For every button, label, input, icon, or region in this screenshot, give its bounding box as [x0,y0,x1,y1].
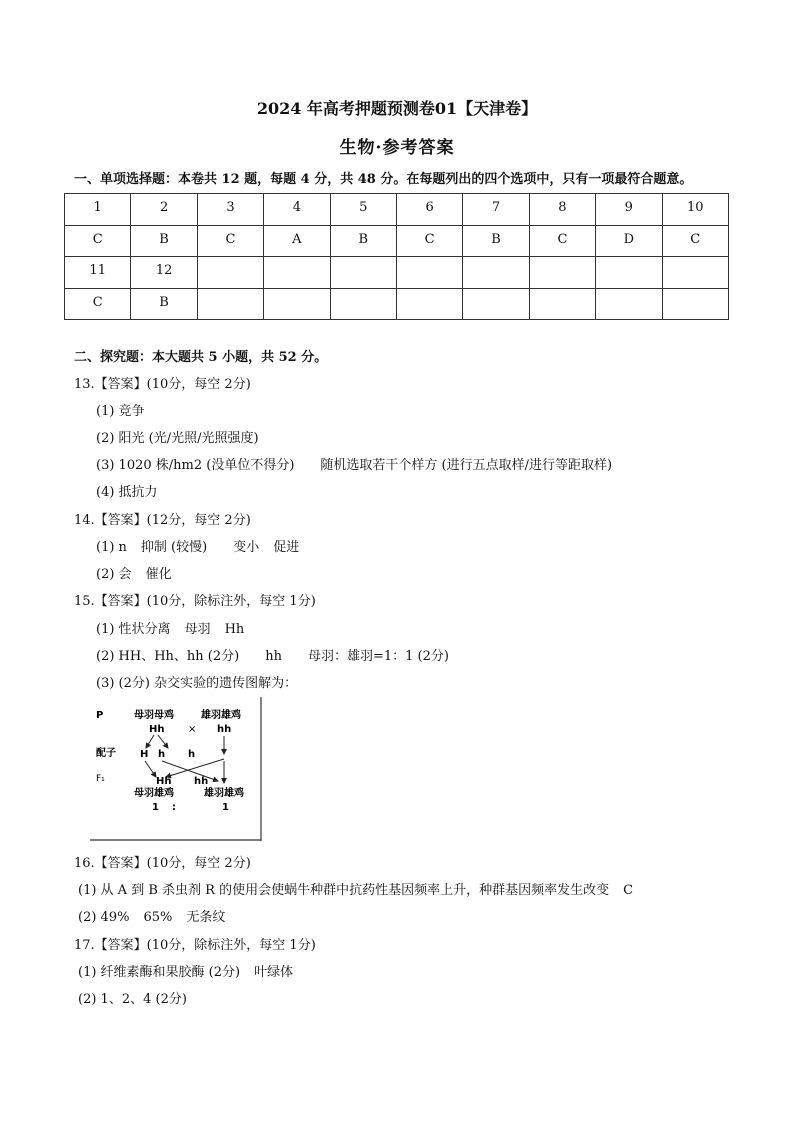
answer-table-cell: B [463,225,529,257]
offspring-1-genotype: Hh [156,776,172,787]
q14-answer-1 [96,536,299,555]
parent1-genotype: Hh [149,724,165,735]
q15-a2a: (2) HH、Hh、hh (2分) [96,649,240,664]
q14-heading: 14.【答案】(12分，每空 2分) [74,513,251,528]
parent1-phenotype: 母羽母鸡 [134,710,174,721]
q13-answer-1: (1) 竞争 [96,404,145,419]
q14-a1d: 促进 [273,540,300,555]
q16-a1a: (1) 从 A 到 B 杀虫剂 R 的使用会使蜗牛种群中抗药性基因频率上升，种群基因频率发生改变 [78,883,610,898]
q14-a1a: (1) n [96,540,127,555]
arrow-p1-h2 [158,735,168,748]
offspring-1-phenotype: 母羽雄鸡 [134,788,174,799]
q15-answer-1 [96,618,244,637]
gamete-2: h [158,749,166,760]
answer-table-cell [396,257,462,289]
q17-a1b: 叶绿体 [254,965,294,980]
answer-table-cell: 4 [264,194,330,226]
parent2-phenotype: 雄羽雄鸡 [201,710,241,721]
gamete-3: h [188,749,196,760]
ratio-2: 1 [222,802,229,813]
answer-table-cell [264,288,330,320]
q15-answer-3: (3) (2分) 杂交实验的遗传图解为： [96,676,298,691]
answer-table-cell [662,257,728,289]
q14-answer-2 [96,563,172,582]
answer-table-row [65,225,729,257]
answer-table-cell: A [264,225,330,257]
q17-answer-2: (2) 1、2、4 (2分) [78,992,187,1007]
arrow-g1-off1 [145,761,156,777]
answer-table-cell: 8 [529,194,595,226]
answer-table-cell [197,257,263,289]
q16-answer-1 [78,879,633,898]
q15-a2b: hh [265,649,282,664]
ratio-1: 1 [152,802,159,813]
answer-table-cell: C [662,225,728,257]
answer-table-cell: B [330,225,396,257]
q17-heading: 17.【答案】(10分，除标注外，每空 1分) [74,938,316,953]
answer-table-cell: C [65,288,131,320]
p-label: P [96,710,104,721]
answer-table-cell: 2 [131,194,197,226]
q13-answer-4: (4) 抵抗力 [96,485,158,500]
answer-table-cell: D [596,225,662,257]
answer-table-cell [529,288,595,320]
q17-a1a: (1) 纤维素酶和果胶酶 (2分) [78,965,241,980]
arrow-g3-off1 [166,759,224,777]
genetic-cross-diagram [90,697,262,841]
q13-heading: 13.【答案】(10分，每空 2分) [74,377,251,392]
answer-table-cell: 9 [596,194,662,226]
answer-table-cell: 12 [131,257,197,289]
q16-a2c: 无条纹 [186,910,226,925]
answer-table-cell: 11 [65,257,131,289]
answer-table-cell: 10 [662,194,728,226]
q15-answer-2 [96,645,449,664]
q15-a1b: 母羽 [184,622,211,637]
q17-answer-1 [78,961,293,980]
answer-table [64,193,729,320]
answer-table-cell: C [197,225,263,257]
arrow-p1-h [146,735,154,748]
answer-table-cell [662,288,728,320]
answer-table-cell [264,257,330,289]
answer-table-cell [596,288,662,320]
answer-table-cell: B [131,225,197,257]
answer-table-cell: C [396,225,462,257]
page-subtitle: 生物·参考答案 [339,138,455,158]
q15-heading: 15.【答案】(10分，除标注外，每空 1分) [74,594,316,609]
gamete-label: 配子 [96,748,116,759]
answer-table-cell: 5 [330,194,396,226]
ratio-separator: : [172,802,176,813]
q14-a1c: 变小 [233,540,260,555]
section-one-heading: 一、单项选择题：本卷共 12 题，每题 4 分，共 48 分。在每题列出的四个选项中，只有一项最符合题意。 [74,172,693,187]
f1-label: F₁ [96,774,105,784]
q16-a2a: (2) 49% [78,910,130,925]
q15-a2c: 母羽：雄羽=1：1 (2分) [307,649,449,664]
q13-answer-2: (2) 阳光 (光/光照/光照强度) [96,431,259,446]
gamete-1: H [140,749,149,760]
parent2-genotype: hh [217,724,232,735]
answer-table-cell: C [65,225,131,257]
answer-table-cell [396,288,462,320]
q16-answer-2 [78,906,225,925]
answer-table-row [65,194,729,226]
q13-answer-3a: (3) 1020 株/hm2 (没单位不得分) [96,458,295,473]
q13-answer-3b: 随机选取若干个样方 (进行五点取样/进行等距取样) [320,458,613,473]
answer-table-cell [330,288,396,320]
q16-a2b: 65% [143,910,173,925]
answer-table-cell [596,257,662,289]
q13-answer-3 [96,454,612,473]
answer-table-cell [463,288,529,320]
q14-a2b: 催化 [145,567,172,582]
answer-table-cell [463,257,529,289]
offspring-2-genotype: hh [194,776,209,787]
answer-table-cell: 3 [197,194,263,226]
answer-table-row [65,288,729,320]
answer-table-cell: 6 [396,194,462,226]
q14-a2a: (2) 会 [96,567,132,582]
section-two-heading: 二、探究题：本大题共 5 小题，共 52 分。 [74,350,328,365]
cross-symbol: × [188,724,197,735]
q15-a1a: (1) 性状分离 [96,622,171,637]
answer-table-cell [197,288,263,320]
q15-a1c: Hh [224,622,245,637]
q14-a1b: 抑制 (较慢) [140,540,208,555]
answer-table-cell: B [131,288,197,320]
q16-a1b: C [623,883,634,898]
answer-table-cell: 1 [65,194,131,226]
answer-table-cell [529,257,595,289]
q16-heading: 16.【答案】(10分，每空 2分) [74,856,251,871]
offspring-2-phenotype: 雄羽雄鸡 [204,788,244,799]
answer-table-cell: 7 [463,194,529,226]
answer-table-cell: C [529,225,595,257]
answer-table-row [65,257,729,289]
answer-table-cell [330,257,396,289]
page-title: 2024 年高考押题预测卷01【天津卷】 [256,99,538,118]
